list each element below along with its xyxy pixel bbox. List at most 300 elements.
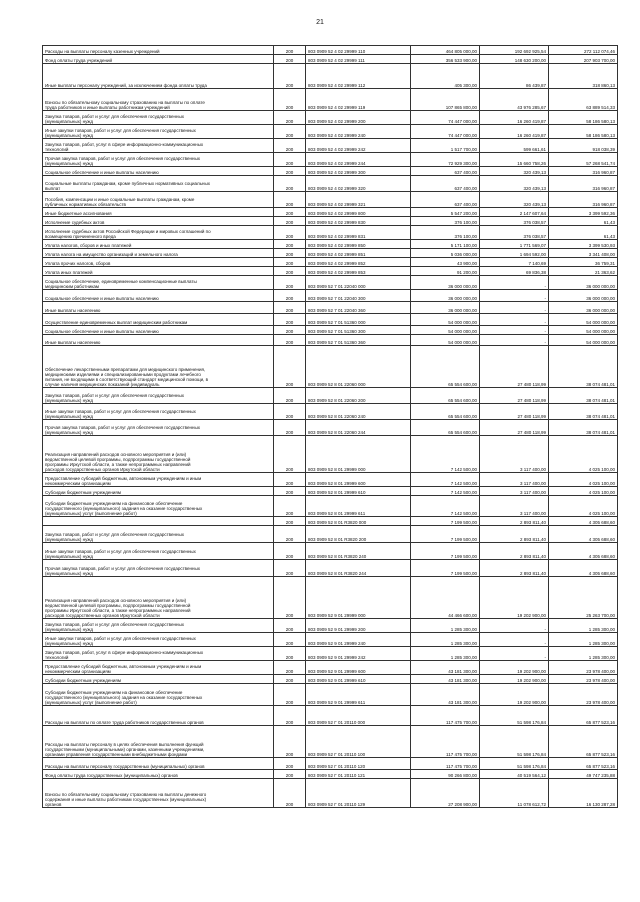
- row-unexecuted-cell: 23 978 400,00: [549, 661, 618, 675]
- row-name-cell: Субсидии бюджетным учреждениям на финансовое обеспечение государственного (муниципального) задания на оказание государственных (муниципальных) услуг (выполнение работ): [43, 496, 274, 517]
- row-classification-code-cell: 803 0909 52 8 01 R3820 240: [306, 543, 411, 560]
- row-line-code-cell: 200: [274, 473, 306, 487]
- row-line-code-cell: 200: [274, 404, 306, 420]
- row-executed-cell: 51 598 176,84: [480, 758, 549, 770]
- row-classification-code-cell: 803 0909 52 8 01 22060 240: [306, 404, 411, 420]
- row-approved-cell: 65 554 600,00: [411, 404, 480, 420]
- row-name-cell: Субсидии бюджетным учреждениям на финансовое обеспечение государственного (муниципального) задания на оказание государственных (муниципальных) услуг (выполнение работ): [43, 684, 274, 706]
- row-executed-cell: -: [480, 326, 549, 335]
- row-name-cell: Прочая закупка товаров, работ и услуг для обеспечения государственных (муниципальных) нужд: [43, 153, 274, 167]
- row-approved-cell: 43 181 300,00: [411, 675, 480, 684]
- row-unexecuted-cell: 1 285 300,00: [549, 619, 618, 633]
- row-approved-cell: 1 285 300,00: [411, 619, 480, 633]
- row-classification-code-cell: 803 0909 52 9 01 29999 242: [306, 647, 411, 661]
- row-classification-code-cell: 803 0909 52 8 01 29999 600: [306, 473, 411, 487]
- row-classification-code-cell: 803 0909 52 4 02 29999 119: [306, 89, 411, 111]
- row-executed-cell: 40 519 564,12: [480, 770, 549, 779]
- row-name-cell: Пособия, компенсации и иные социальные выплаты гражданам, кроме публичных нормативных обязательств: [43, 192, 274, 208]
- row-name-cell: Предоставление субсидий бюджетным, автономным учреждениям и иным некоммерческим организациям: [43, 473, 274, 487]
- row-line-code-cell: 200: [274, 125, 306, 139]
- table-row: [43, 487, 618, 496]
- row-line-code-cell: 200: [274, 111, 306, 125]
- row-name-cell: Закупка товаров, работ и услуг для обеспечения государственных (муниципальных) нужд: [43, 111, 274, 125]
- table-row: [43, 619, 618, 633]
- row-name-cell: Закупка товаров, работ, услуг в сфере информационно-коммуникационных технологий: [43, 647, 274, 661]
- row-executed-cell: 19 202 900,00: [480, 577, 549, 619]
- row-unexecuted-cell: 4 025 100,00: [549, 436, 618, 473]
- row-line-code-cell: 200: [274, 139, 306, 153]
- table-row: [43, 326, 618, 335]
- row-line-code-cell: 200: [274, 346, 306, 388]
- row-approved-cell: 65 554 600,00: [411, 346, 480, 388]
- row-unexecuted-cell: 3 399 530,93: [549, 240, 618, 249]
- row-unexecuted-cell: 57 268 541,74: [549, 153, 618, 167]
- row-line-code-cell: 200: [274, 560, 306, 577]
- row-executed-cell: 51 598 176,84: [480, 726, 549, 758]
- row-name-cell: Социальные выплаты гражданам, кроме публичных нормативных социальных выплат: [43, 176, 274, 192]
- row-unexecuted-cell: 23 978 400,00: [549, 675, 618, 684]
- row-approved-cell: 27 208 900,00: [411, 779, 480, 808]
- row-executed-cell: 27 480 118,99: [480, 346, 549, 388]
- row-classification-code-cell: 803 0909 52 4 02 29999 321: [306, 192, 411, 208]
- row-approved-cell: 117 475 700,00: [411, 758, 480, 770]
- row-line-code-cell: 200: [274, 388, 306, 404]
- table-row: [43, 726, 618, 758]
- row-name-cell: Предоставление субсидий бюджетным, автономным учреждениям и иным некоммерческим организациям: [43, 661, 274, 675]
- row-unexecuted-cell: 1 285 300,00: [549, 633, 618, 647]
- row-executed-cell: 1 771 569,07: [480, 240, 549, 249]
- row-unexecuted-cell: 58 186 580,13: [549, 111, 618, 125]
- row-executed-cell: 2 893 811,40: [480, 560, 549, 577]
- row-approved-cell: 1 285 300,00: [411, 647, 480, 661]
- row-classification-code-cell: 803 0909 52 4 02 29999 244: [306, 153, 411, 167]
- row-line-code-cell: 200: [274, 290, 306, 302]
- row-classification-code-cell: 803 0909 52 9 01 29999 611: [306, 684, 411, 706]
- row-name-cell: Закупка товаров, работ и услуг для обеспечения государственных (муниципальных) нужд: [43, 388, 274, 404]
- row-unexecuted-cell: 65 877 523,16: [549, 706, 618, 726]
- table-row: [43, 125, 618, 139]
- row-classification-code-cell: 803 0909 52 4 02 29999 800: [306, 208, 411, 217]
- row-name-cell: Фонд оплаты труда государственных (муниципальных) органов: [43, 770, 274, 779]
- table-row: [43, 46, 618, 55]
- row-line-code-cell: 200: [274, 314, 306, 326]
- table-row: [43, 226, 618, 240]
- row-executed-cell: -: [480, 633, 549, 647]
- row-classification-code-cell: 803 0909 52 4 02 29999 300: [306, 167, 411, 176]
- row-classification-code-cell: 803 0909 52 8 01 22060 244: [306, 420, 411, 436]
- row-unexecuted-cell: 272 112 074,46: [549, 46, 618, 55]
- row-unexecuted-cell: 36 759,31: [549, 258, 618, 267]
- row-approved-cell: 7 199 500,00: [411, 543, 480, 560]
- row-executed-cell: 69 836,38: [480, 267, 549, 276]
- row-line-code-cell: 200: [274, 758, 306, 770]
- row-classification-code-cell: 803 0909 52 4 02 29999 830: [306, 217, 411, 226]
- row-executed-cell: 19 202 900,00: [480, 684, 549, 706]
- row-name-cell: Взносы по обязательному социальному страхованию на выплаты по оплате труда работников и иные выплаты работникам учреждений: [43, 89, 274, 111]
- row-line-code-cell: 200: [274, 217, 306, 226]
- row-line-code-cell: 200: [274, 153, 306, 167]
- row-name-cell: Иные закупки товаров, работ и услуг для обеспечения государственных (муниципальных) нужд: [43, 633, 274, 647]
- row-name-cell: Закупка товаров, работ и услуг для обеспечения государственных (муниципальных) нужд: [43, 619, 274, 633]
- row-classification-code-cell: 803 0909 52 9 01 29999 200: [306, 619, 411, 633]
- row-name-cell: Иные закупки товаров, работ и услуг для обеспечения государственных (муниципальных) нужд: [43, 543, 274, 560]
- row-unexecuted-cell: 316 960,87: [549, 192, 618, 208]
- row-approved-cell: 54 000 000,00: [411, 314, 480, 326]
- row-unexecuted-cell: 4 025 100,00: [549, 473, 618, 487]
- row-classification-code-cell: 803 0909 52 8 01 22060 200: [306, 388, 411, 404]
- row-unexecuted-cell: 1 285 300,00: [549, 647, 618, 661]
- row-name-cell: Уплата иных платежей: [43, 267, 274, 276]
- row-executed-cell: 192 692 925,54: [480, 46, 549, 55]
- row-approved-cell: 5 547 200,00: [411, 208, 480, 217]
- row-approved-cell: 356 533 900,00: [411, 55, 480, 64]
- row-unexecuted-cell: 4 025 100,00: [549, 496, 618, 517]
- row-line-code-cell: 200: [274, 487, 306, 496]
- row-executed-cell: 1 694 592,00: [480, 249, 549, 258]
- row-unexecuted-cell: 61,43: [549, 217, 618, 226]
- row-unexecuted-cell: 4 025 100,00: [549, 487, 618, 496]
- row-name-cell: [43, 517, 274, 526]
- table-row: [43, 302, 618, 314]
- row-unexecuted-cell: 65 877 523,16: [549, 726, 618, 758]
- table-row: [43, 176, 618, 192]
- row-name-cell: Субсидии бюджетным учреждениям: [43, 487, 274, 496]
- row-name-cell: Иные выплаты населению: [43, 302, 274, 314]
- row-classification-code-cell: 803 0909 52 4 02 29999 242: [306, 139, 411, 153]
- table-row: [43, 543, 618, 560]
- row-name-cell: Социальное обеспечение, единовременные компенсационные выплаты медицинским работникам: [43, 276, 274, 290]
- row-classification-code-cell: 803 0909 52 Г 01 20110 121: [306, 770, 411, 779]
- row-approved-cell: 1 285 300,00: [411, 633, 480, 647]
- row-approved-cell: 36 000 000,00: [411, 302, 480, 314]
- row-line-code-cell: 200: [274, 249, 306, 258]
- table-row: [43, 192, 618, 208]
- row-classification-code-cell: 803 0909 52 4 02 29999 111: [306, 55, 411, 64]
- row-line-code-cell: 200: [274, 335, 306, 346]
- row-line-code-cell: 200: [274, 192, 306, 208]
- row-executed-cell: 19 202 900,00: [480, 675, 549, 684]
- row-name-cell: Осуществление единовременных выплат медицинским работникам: [43, 314, 274, 326]
- row-unexecuted-cell: 54 000 000,00: [549, 326, 618, 335]
- row-unexecuted-cell: 54 000 000,00: [549, 314, 618, 326]
- row-executed-cell: 3 117 400,00: [480, 436, 549, 473]
- row-line-code-cell: 200: [274, 633, 306, 647]
- row-line-code-cell: 200: [274, 619, 306, 633]
- row-classification-code-cell: 803 0909 52 4 02 29999 112: [306, 64, 411, 89]
- row-unexecuted-cell: 38 074 481,01: [549, 346, 618, 388]
- table-row: [43, 258, 618, 267]
- row-line-code-cell: 200: [274, 726, 306, 758]
- row-name-cell: Расходы на выплаты по оплате труда работников государственных органов: [43, 706, 274, 726]
- row-unexecuted-cell: 36 000 000,00: [549, 302, 618, 314]
- table-row: [43, 111, 618, 125]
- row-approved-cell: 36 000 000,00: [411, 290, 480, 302]
- row-executed-cell: 320 439,13: [480, 176, 549, 192]
- row-classification-code-cell: 803 0909 52 9 01 29999 000: [306, 577, 411, 619]
- row-approved-cell: 1 517 700,00: [411, 139, 480, 153]
- row-unexecuted-cell: 23 978 400,00: [549, 684, 618, 706]
- row-unexecuted-cell: 38 074 481,01: [549, 388, 618, 404]
- row-classification-code-cell: 803 0909 52 4 02 29999 831: [306, 226, 411, 240]
- row-unexecuted-cell: 65 877 523,16: [549, 758, 618, 770]
- row-classification-code-cell: 803 0909 52 7 01 51360 300: [306, 326, 411, 335]
- table-row: [43, 240, 618, 249]
- table-row: [43, 64, 618, 89]
- row-name-cell: Реализация направлений расходов основного мероприятия и (или) ведомственной целевой программы, подпрограммы государственной программы Иркутской области, а также непрограммных направлений расходов государственных органов Иркутской области: [43, 436, 274, 473]
- row-approved-cell: 72 929 300,00: [411, 153, 480, 167]
- row-name-cell: Иные выплаты персоналу учреждений, за исключением фонда оплаты труда: [43, 64, 274, 89]
- row-unexecuted-cell: 38 074 481,01: [549, 404, 618, 420]
- row-approved-cell: 117 475 700,00: [411, 706, 480, 726]
- row-executed-cell: 16 260 419,87: [480, 125, 549, 139]
- row-approved-cell: 90 266 800,00: [411, 770, 480, 779]
- table-row: [43, 436, 618, 473]
- table-row: [43, 661, 618, 675]
- row-approved-cell: 74 447 000,00: [411, 125, 480, 139]
- row-line-code-cell: 200: [274, 496, 306, 517]
- row-approved-cell: 54 000 000,00: [411, 326, 480, 335]
- row-classification-code-cell: 803 0909 52 Г 01 20110 120: [306, 758, 411, 770]
- row-approved-cell: 7 142 500,00: [411, 487, 480, 496]
- row-executed-cell: 320 439,13: [480, 192, 549, 208]
- row-approved-cell: 637 400,00: [411, 192, 480, 208]
- row-name-cell: Взносы по обязательному социальному страхованию на выплаты денежного содержания и иные выплаты работникам государственных (муниципальных) органов: [43, 779, 274, 808]
- row-unexecuted-cell: 316 960,87: [549, 167, 618, 176]
- row-name-cell: Прочая закупка товаров, работ и услуг для обеспечения государственных (муниципальных) нужд: [43, 420, 274, 436]
- row-name-cell: Расходы на выплаты персоналу государственных (муниципальных) органов: [43, 758, 274, 770]
- row-classification-code-cell: 803 0909 52 7 01 51360 360: [306, 335, 411, 346]
- row-name-cell: Расходы на выплаты персоналу в целях обеспечения выполнения функций государственными (муниципальными) органами, казенными учреждениями, органами управления государственными внебюджетными фондами: [43, 726, 274, 758]
- row-name-cell: Исполнение судебных актов: [43, 217, 274, 226]
- row-name-cell: Уплата налогов, сборов и иных платежей: [43, 240, 274, 249]
- row-executed-cell: 3 117 400,00: [480, 487, 549, 496]
- row-approved-cell: 107 865 800,00: [411, 89, 480, 111]
- table-row: [43, 89, 618, 111]
- row-unexecuted-cell: 38 074 481,01: [549, 420, 618, 436]
- row-approved-cell: 7 199 500,00: [411, 517, 480, 526]
- row-executed-cell: 320 439,13: [480, 167, 549, 176]
- row-unexecuted-cell: 3 341 408,00: [549, 249, 618, 258]
- row-line-code-cell: 200: [274, 436, 306, 473]
- row-name-cell: Иные закупки товаров, работ и услуг для обеспечения государственных (муниципальных) нужд: [43, 125, 274, 139]
- row-unexecuted-cell: 918 038,39: [549, 139, 618, 153]
- row-classification-code-cell: 803 0909 52 8 01 R3820 244: [306, 560, 411, 577]
- row-approved-cell: 74 447 000,00: [411, 111, 480, 125]
- row-line-code-cell: 200: [274, 176, 306, 192]
- row-executed-cell: 16 260 419,87: [480, 111, 549, 125]
- row-classification-code-cell: 803 0909 52 7 01 22040 000: [306, 276, 411, 290]
- table-row: [43, 473, 618, 487]
- row-executed-cell: 11 078 612,72: [480, 779, 549, 808]
- table-row: [43, 388, 618, 404]
- row-name-cell: Уплата прочих налогов, сборов: [43, 258, 274, 267]
- table-row: [43, 139, 618, 153]
- row-executed-cell: -: [480, 314, 549, 326]
- row-name-cell: Прочая закупка товаров, работ и услуг для обеспечения государственных (муниципальных) нужд: [43, 560, 274, 577]
- row-unexecuted-cell: 4 305 688,60: [549, 526, 618, 543]
- row-name-cell: Обеспечение лекарственными препаратами для медицинского применения, медицинскими изделиями и специализированными продуктами лечебного питания, не входящими в соответствующий стандарт медицинской помощи, в случае наличия медицинских показаний (индивидуаль: [43, 346, 274, 388]
- row-executed-cell: 43 976 285,67: [480, 89, 549, 111]
- row-classification-code-cell: 803 0909 52 9 01 29999 610: [306, 675, 411, 684]
- table-row: [43, 420, 618, 436]
- row-line-code-cell: 200: [274, 661, 306, 675]
- table-row: [43, 770, 618, 779]
- row-executed-cell: 376 038,57: [480, 217, 549, 226]
- row-name-cell: Фонд оплаты труда учреждений: [43, 55, 274, 64]
- table-row: [43, 249, 618, 258]
- row-approved-cell: 5 171 100,00: [411, 240, 480, 249]
- row-executed-cell: -: [480, 619, 549, 633]
- row-executed-cell: 599 661,61: [480, 139, 549, 153]
- row-classification-code-cell: 803 0909 52 8 01 22060 000: [306, 346, 411, 388]
- row-classification-code-cell: 803 0909 52 9 01 29999 600: [306, 661, 411, 675]
- row-approved-cell: 44 466 600,00: [411, 577, 480, 619]
- row-unexecuted-cell: 4 305 688,60: [549, 543, 618, 560]
- table-row: [43, 404, 618, 420]
- row-line-code-cell: 200: [274, 64, 306, 89]
- row-line-code-cell: 200: [274, 675, 306, 684]
- row-approved-cell: 376 100,00: [411, 226, 480, 240]
- row-name-cell: Закупка товаров, работ и услуг для обеспечения государственных (муниципальных) нужд: [43, 526, 274, 543]
- row-executed-cell: 19 202 900,00: [480, 661, 549, 675]
- row-name-cell: Реализация направлений расходов основного мероприятия и (или) ведомственной целевой программы, подпрограммы государственной программы Иркутской области, а также непрограммных направлений расходов государственных органов Иркутской области: [43, 577, 274, 619]
- row-name-cell: Социальное обеспечение и иные выплаты населению: [43, 167, 274, 176]
- row-approved-cell: 7 142 500,00: [411, 436, 480, 473]
- row-name-cell: Расходы на выплаты персоналу казенных учреждений: [43, 46, 274, 55]
- row-approved-cell: 637 400,00: [411, 176, 480, 192]
- row-executed-cell: 86 439,87: [480, 64, 549, 89]
- row-line-code-cell: 200: [274, 208, 306, 217]
- row-executed-cell: 2 893 811,40: [480, 526, 549, 543]
- row-unexecuted-cell: 25 263 700,00: [549, 577, 618, 619]
- row-executed-cell: 2 147 607,64: [480, 208, 549, 217]
- row-classification-code-cell: 803 0909 52 9 01 29999 240: [306, 633, 411, 647]
- row-name-cell: Закупка товаров, работ, услуг в сфере информационно-коммуникационных технологий: [43, 139, 274, 153]
- row-executed-cell: 2 893 811,40: [480, 543, 549, 560]
- row-approved-cell: 117 475 700,00: [411, 726, 480, 758]
- row-line-code-cell: 200: [274, 46, 306, 55]
- row-unexecuted-cell: 58 186 580,13: [549, 125, 618, 139]
- row-name-cell: Исполнение судебных актов Российской Федерации и мировых соглашений по возмещению причиненного вреда: [43, 226, 274, 240]
- table-row: [43, 167, 618, 176]
- row-approved-cell: 7 142 500,00: [411, 496, 480, 517]
- row-executed-cell: -: [480, 647, 549, 661]
- table-row: [43, 217, 618, 226]
- page-number: 21: [316, 19, 324, 26]
- row-name-cell: Социальное обеспечение и иные выплаты населению: [43, 326, 274, 335]
- row-executed-cell: 376 038,57: [480, 226, 549, 240]
- row-unexecuted-cell: 21 363,62: [549, 267, 618, 276]
- row-executed-cell: 3 117 400,00: [480, 496, 549, 517]
- table-row: [43, 153, 618, 167]
- row-approved-cell: 637 400,00: [411, 167, 480, 176]
- row-unexecuted-cell: 207 903 700,00: [549, 55, 618, 64]
- table-row: [43, 684, 618, 706]
- row-unexecuted-cell: 4 305 688,60: [549, 517, 618, 526]
- table-row: [43, 633, 618, 647]
- row-approved-cell: 5 036 000,00: [411, 249, 480, 258]
- row-executed-cell: -: [480, 302, 549, 314]
- row-line-code-cell: 200: [274, 240, 306, 249]
- row-executed-cell: 2 893 811,40: [480, 517, 549, 526]
- row-line-code-cell: 200: [274, 276, 306, 290]
- row-line-code-cell: 200: [274, 89, 306, 111]
- row-classification-code-cell: 803 0909 52 8 01 29999 000: [306, 436, 411, 473]
- row-executed-cell: 27 480 118,99: [480, 388, 549, 404]
- row-classification-code-cell: 803 0909 52 4 02 29999 851: [306, 249, 411, 258]
- row-unexecuted-cell: 3 399 592,36: [549, 208, 618, 217]
- row-unexecuted-cell: 4 305 688,60: [549, 560, 618, 577]
- table-row: [43, 267, 618, 276]
- row-line-code-cell: 200: [274, 302, 306, 314]
- row-approved-cell: 43 900,00: [411, 258, 480, 267]
- row-line-code-cell: 200: [274, 226, 306, 240]
- table-row: [43, 675, 618, 684]
- row-classification-code-cell: 803 0909 52 4 02 29999 320: [306, 176, 411, 192]
- row-executed-cell: 15 660 758,26: [480, 153, 549, 167]
- row-approved-cell: 7 199 500,00: [411, 526, 480, 543]
- row-classification-code-cell: 803 0909 52 4 02 29999 240: [306, 125, 411, 139]
- row-approved-cell: 36 000 000,00: [411, 276, 480, 290]
- row-approved-cell: 464 805 000,00: [411, 46, 480, 55]
- table-row: [43, 496, 618, 517]
- table-row: [43, 517, 618, 526]
- row-classification-code-cell: 803 0909 52 4 02 29999 852: [306, 258, 411, 267]
- row-classification-code-cell: 803 0909 52 Г 01 20110 129: [306, 779, 411, 808]
- row-approved-cell: 91 200,00: [411, 267, 480, 276]
- table-row: [43, 758, 618, 770]
- row-unexecuted-cell: 63 889 514,33: [549, 89, 618, 111]
- row-approved-cell: 43 181 300,00: [411, 661, 480, 675]
- row-classification-code-cell: 803 0909 52 4 02 29999 110: [306, 46, 411, 55]
- row-executed-cell: -: [480, 335, 549, 346]
- row-executed-cell: -: [480, 290, 549, 302]
- row-classification-code-cell: 803 0909 52 4 02 29999 200: [306, 111, 411, 125]
- row-name-cell: Иные бюджетные ассигнования: [43, 208, 274, 217]
- row-name-cell: Иные закупки товаров, работ и услуг для обеспечения государственных (муниципальных) нужд: [43, 404, 274, 420]
- row-line-code-cell: 200: [274, 543, 306, 560]
- row-classification-code-cell: 803 0909 52 Г 01 20110 000: [306, 706, 411, 726]
- row-unexecuted-cell: 54 000 000,00: [549, 335, 618, 346]
- table-row: [43, 706, 618, 726]
- row-line-code-cell: 200: [274, 167, 306, 176]
- row-executed-cell: 27 480 118,99: [480, 420, 549, 436]
- row-classification-code-cell: 803 0909 52 4 02 29999 850: [306, 240, 411, 249]
- row-line-code-cell: 200: [274, 577, 306, 619]
- row-executed-cell: 51 598 176,84: [480, 706, 549, 726]
- row-approved-cell: 54 000 000,00: [411, 335, 480, 346]
- table-row: [43, 560, 618, 577]
- row-approved-cell: 376 100,00: [411, 217, 480, 226]
- table-row: [43, 314, 618, 326]
- row-line-code-cell: 200: [274, 770, 306, 779]
- row-approved-cell: 7 142 500,00: [411, 473, 480, 487]
- row-executed-cell: -: [480, 276, 549, 290]
- table-row: [43, 276, 618, 290]
- table-row: [43, 335, 618, 346]
- table-row: [43, 577, 618, 619]
- row-line-code-cell: 200: [274, 326, 306, 335]
- row-name-cell: Субсидии бюджетным учреждениям: [43, 675, 274, 684]
- row-name-cell: Социальное обеспечение и иные выплаты населению: [43, 290, 274, 302]
- row-approved-cell: 7 199 500,00: [411, 560, 480, 577]
- row-line-code-cell: 200: [274, 706, 306, 726]
- row-executed-cell: 27 480 118,99: [480, 404, 549, 420]
- table-row: [43, 647, 618, 661]
- row-approved-cell: 65 554 600,00: [411, 420, 480, 436]
- row-line-code-cell: 200: [274, 517, 306, 526]
- row-line-code-cell: 200: [274, 420, 306, 436]
